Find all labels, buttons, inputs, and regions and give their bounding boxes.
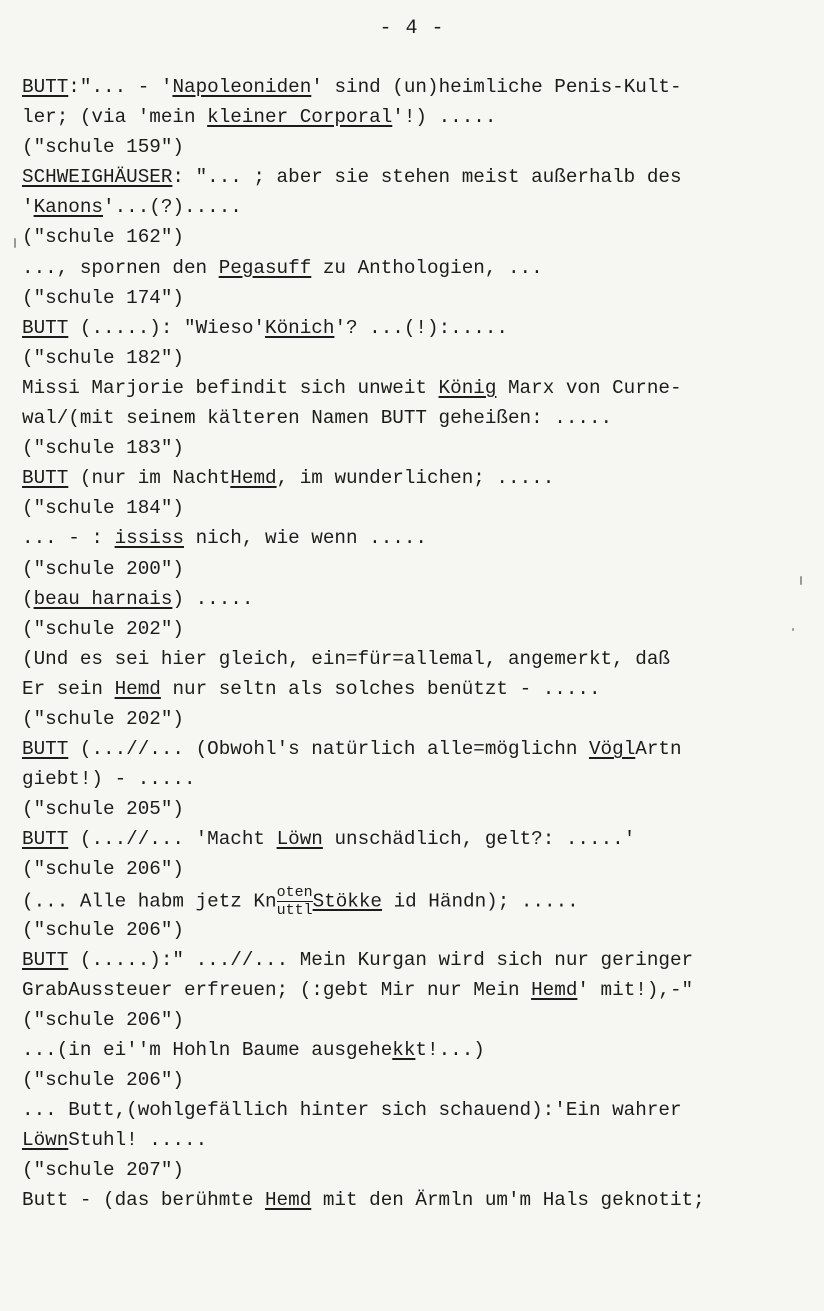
text-line <box>22 824 812 854</box>
text-segment: ("schule 206") <box>22 1008 184 1031</box>
underlined-text: ississ <box>114 527 185 550</box>
text-segment: (...//... (Obwohl's natürlich alle=möglichn <box>68 738 589 761</box>
underlined-text: beau harnais <box>33 587 173 610</box>
text-segment: ("schule 202") <box>22 617 184 640</box>
text-line <box>22 313 812 343</box>
text-line <box>22 1035 812 1065</box>
underlined-text: Hemd <box>114 677 161 700</box>
underlined-text: Löwn <box>22 1129 69 1152</box>
underlined-text: kk <box>392 1039 416 1061</box>
text-line <box>22 674 812 704</box>
underlined-text: Hemd <box>230 467 277 490</box>
text-line <box>22 283 812 313</box>
stacked-text-top: oten <box>276 883 313 901</box>
text-line <box>22 584 812 614</box>
text-line <box>22 523 812 553</box>
text-segment: ' mit!),-" <box>577 978 694 1001</box>
text-segment: (.....): "Wieso' <box>68 316 265 339</box>
text-segment: ) ..... <box>172 587 254 610</box>
text-segment: '...(?)..... <box>103 196 242 219</box>
text-segment: Er sein <box>22 677 115 700</box>
underlined-text: BUTT <box>22 467 69 490</box>
text-segment: Artn <box>635 738 682 761</box>
text-segment: ("schule 200") <box>22 557 184 580</box>
scan-speck <box>800 576 802 585</box>
text-segment: (... Alle habm jetz Kn <box>22 890 277 913</box>
text-segment: ... Butt,(wohlgefällich hinter sich schauend):'Ein wahrer <box>22 1099 682 1122</box>
page-number: - 4 - <box>379 17 445 40</box>
text-segment: ("schule 207") <box>22 1159 184 1182</box>
scan-speck <box>14 238 16 248</box>
text-segment: ("schule 162") <box>22 226 184 249</box>
text-segment: ' sind (un)heimliche Penis-Kult- <box>311 76 682 98</box>
text-line <box>22 764 812 794</box>
text-segment: Missi Marjorie befindit sich unweit <box>22 376 439 399</box>
text-segment: , im wunderlichen; ..... <box>276 467 555 490</box>
text-segment: (.....):" ...//... Mein Kurgan wird sich nur geringer <box>68 948 694 971</box>
text-segment: ler; (via 'mein <box>22 106 208 129</box>
text-segment: unschädlich, gelt?: .....' <box>322 828 636 851</box>
text-segment: mit den Ärmln um'm Hals geknotit; <box>311 1189 705 1212</box>
text-segment: :"... - ' <box>68 76 173 98</box>
text-line <box>22 915 812 945</box>
text-line <box>22 945 812 975</box>
text-segment: Stuhl! ..... <box>68 1129 208 1152</box>
text-line <box>22 644 812 674</box>
underlined-text: BUTT <box>22 738 69 761</box>
text-line <box>22 1095 812 1125</box>
underlined-text: Hemd <box>531 978 578 1001</box>
text-segment: nich, wie wenn ..... <box>184 527 427 550</box>
text-segment: ' <box>22 196 34 219</box>
text-body <box>22 72 812 1216</box>
underlined-text: SCHWEIGHÄUSER <box>22 166 173 189</box>
text-segment: nur seltn als solches benützt - ..... <box>160 677 601 700</box>
underlined-text: König <box>438 376 497 399</box>
text-line <box>22 253 812 283</box>
text-segment: giebt!) - ..... <box>22 768 196 791</box>
underlined-text: Kanons <box>33 196 104 219</box>
text-line <box>22 614 812 644</box>
text-segment: ("schule 182") <box>22 346 184 369</box>
underlined-text: BUTT <box>22 316 69 339</box>
underlined-text: Hemd <box>264 1189 312 1212</box>
text-segment: Marx von Curne- <box>496 376 682 399</box>
text-line <box>22 343 812 373</box>
text-line <box>22 1125 812 1155</box>
text-line <box>22 1185 812 1215</box>
underlined-text: Stökke <box>312 890 383 913</box>
scan-speck <box>792 628 794 631</box>
text-segment: '? ...(!):..... <box>334 316 508 339</box>
stacked-text <box>277 885 313 918</box>
text-line <box>22 102 812 132</box>
underlined-text: Pegasuff <box>218 256 312 279</box>
text-segment: ("schule 206") <box>22 858 184 881</box>
text-segment: zu Anthologien, ... <box>311 256 543 279</box>
text-segment: ("schule 159") <box>22 136 184 159</box>
text-segment: : "... ; aber sie stehen meist außerhalb des <box>172 166 682 189</box>
text-segment: ("schule 205") <box>22 798 184 821</box>
text-line <box>22 734 812 764</box>
text-segment: ( <box>22 587 34 610</box>
text-segment: Butt - (das berühmte <box>22 1189 265 1212</box>
text-line <box>22 192 812 222</box>
text-line <box>22 975 812 1005</box>
text-line <box>22 1005 812 1035</box>
text-segment: wal/(mit seinem kälteren Namen BUTT geheißen: ..... <box>22 407 613 430</box>
text-line <box>22 554 812 584</box>
text-line <box>22 883 812 919</box>
underlined-text: kleiner Corporal <box>207 106 393 129</box>
text-line <box>22 403 812 433</box>
text-line <box>22 794 812 824</box>
text-segment: ("schule 184") <box>22 497 184 520</box>
text-line <box>22 854 812 884</box>
text-line <box>22 132 812 162</box>
text-segment: '!) ..... <box>392 106 497 129</box>
text-segment: ("schule 202") <box>22 707 184 730</box>
text-segment: ("schule 206") <box>22 1069 184 1092</box>
text-segment: (Und es sei hier gleich, ein=für=allemal, angemerkt, daß <box>22 647 670 670</box>
text-line <box>22 72 812 102</box>
text-line <box>22 704 812 734</box>
text-line <box>22 373 812 403</box>
underlined-text: BUTT <box>22 948 69 971</box>
text-segment: ... - : <box>22 527 115 550</box>
text-line <box>22 463 812 493</box>
text-segment: ("schule 206") <box>22 918 184 941</box>
underlined-text: Napoleoniden <box>172 76 312 98</box>
text-segment: (nur im Nacht <box>68 467 231 490</box>
text-line <box>22 1065 812 1095</box>
text-line <box>22 222 812 252</box>
text-segment: (...//... 'Macht <box>68 828 277 851</box>
text-segment: t!...) <box>415 1039 485 1061</box>
underlined-text: BUTT <box>22 76 69 98</box>
text-segment: GrabAussteuer erfreuen; (:gebt Mir nur Mein <box>22 978 532 1001</box>
text-line <box>22 1155 812 1185</box>
underlined-text: Könich <box>265 316 335 339</box>
stacked-text-bottom: uttl <box>276 901 313 919</box>
text-segment: ...(in ei''m Hohln Baume ausgehe <box>22 1039 393 1061</box>
text-line <box>22 493 812 523</box>
text-segment: ..., spornen den <box>22 256 219 279</box>
text-segment: ("schule 183") <box>22 437 184 460</box>
underlined-text: Vögl <box>588 738 636 761</box>
text-line <box>22 433 812 463</box>
text-segment: id Händn); ..... <box>382 890 579 913</box>
text-segment: ("schule 174") <box>22 286 184 309</box>
underlined-text: BUTT <box>22 828 69 851</box>
text-line <box>22 162 812 192</box>
underlined-text: Löwn <box>276 828 323 851</box>
